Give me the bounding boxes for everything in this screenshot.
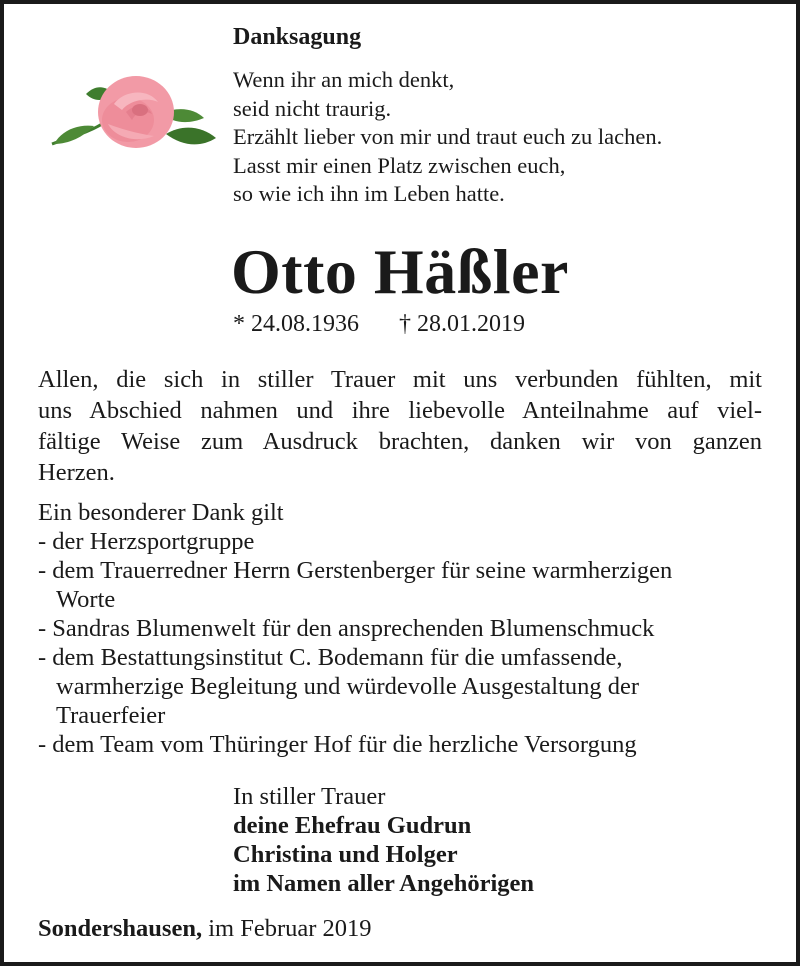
- paragraph-line: Herzen.: [38, 459, 115, 486]
- date: im Februar 2019: [208, 915, 372, 942]
- poem-line: Lasst mir einen Platz zwischen euch,: [233, 152, 566, 178]
- special-thanks-list: [38, 498, 778, 759]
- list-item-continuation: warmherzige Begleitung und würdevolle Ausgestaltung der: [56, 673, 640, 700]
- mourner-line: deine Ehefrau Gudrun: [233, 812, 472, 839]
- list-item: - dem Bestattungsinstitut C. Bodemann für die umfassende,: [38, 644, 623, 671]
- list-item: - der Herzsportgruppe: [38, 528, 255, 555]
- signoff: [233, 782, 534, 898]
- list-item: - dem Trauerredner Herrn Gerstenberger für seine warmherzigen: [38, 557, 673, 584]
- paragraph-line: Allen, die sich in stiller Trauer mit uns verbunden fühlten, mit: [38, 366, 762, 393]
- poem-line: so wie ich ihn im Leben hatte.: [233, 181, 505, 206]
- special-thanks-intro: Ein besonderer Dank gilt: [38, 499, 284, 526]
- birth-date: * 24.08.1936: [233, 311, 359, 337]
- list-item-continuation: Worte: [56, 586, 116, 613]
- mourner-line: im Namen aller Angehörigen: [233, 870, 535, 897]
- notice-heading: Danksagung: [233, 24, 362, 50]
- paragraph-line: fältige Weise zum Ausdruck brachten, danken wir von ganzen: [38, 428, 762, 455]
- paragraph-line: uns Abschied nahmen und ihre liebevolle Anteilnahme auf viel-: [38, 397, 762, 424]
- deceased-name: Otto Häßler: [231, 236, 569, 307]
- place: Sondershausen,: [38, 915, 203, 942]
- place-and-date: [38, 914, 372, 944]
- mourner-line: Christina und Holger: [233, 841, 458, 868]
- signoff-intro: In stiller Trauer: [233, 783, 386, 810]
- thanks-paragraph: [38, 364, 762, 488]
- rose-icon: [44, 64, 219, 154]
- death-date: † 28.01.2019: [399, 311, 525, 337]
- poem: [233, 66, 662, 209]
- life-dates: [233, 309, 525, 339]
- poem-line: Erzählt lieber von mir und traut euch zu lachen.: [233, 124, 663, 149]
- list-item-continuation: Trauerfeier: [56, 702, 166, 729]
- poem-line: seid nicht traurig.: [233, 95, 392, 121]
- list-item: - Sandras Blumenwelt für den ansprechenden Blumenschmuck: [38, 615, 655, 642]
- poem-line: Wenn ihr an mich denkt,: [233, 67, 455, 92]
- list-item: - dem Team vom Thüringer Hof für die herzliche Versorgung: [38, 731, 637, 758]
